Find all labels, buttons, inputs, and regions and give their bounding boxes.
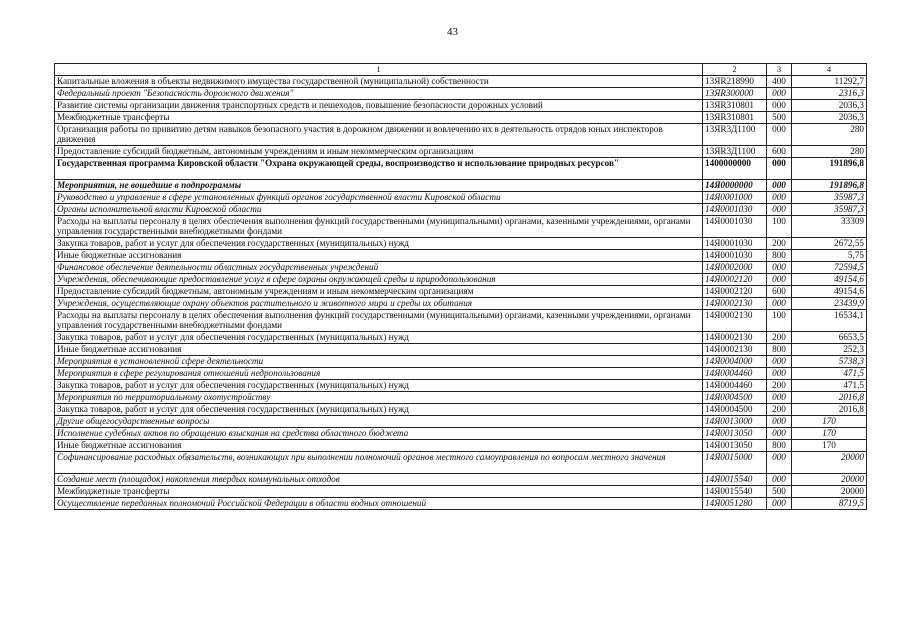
table-row	[55, 274, 867, 286]
row-code-cell: 13ЯR3Д1100	[703, 124, 767, 146]
row-amount-cell: 49154,6	[792, 286, 867, 298]
row-amount-cell: 35987,3	[792, 204, 867, 216]
table-row	[55, 428, 867, 440]
table-row	[55, 452, 867, 474]
row-code-cell: 14Я0002120	[703, 274, 767, 286]
row-amount-cell: 252,3	[792, 344, 867, 356]
table-row	[55, 498, 867, 510]
row-name-cell: Создание мест (площадок) накопления твердых коммунальных отходов	[55, 474, 703, 486]
row-code-cell: 14Я0001030	[703, 238, 767, 250]
row-amount-cell: 2316,3	[792, 88, 867, 100]
table-row	[55, 356, 867, 368]
row-code-cell: 14Я0000000	[703, 180, 767, 192]
header-cell-code: 2	[703, 64, 767, 76]
table-row	[55, 486, 867, 498]
row-name-cell: Расходы на выплаты персоналу в целях обеспечения выполнения функций государственными (муниципальными) органами, казенными учреждениями, органами управления государственными внебюджетными фондами	[55, 310, 703, 332]
row-code-cell: 13ЯR310801	[703, 100, 767, 112]
row-expense-type-cell: 000	[767, 262, 792, 274]
table-row	[55, 204, 867, 216]
row-amount-cell: 471,5	[792, 368, 867, 380]
row-code-cell: 14Я0013050	[703, 440, 767, 452]
row-expense-type-cell: 000	[767, 88, 792, 100]
row-amount-cell: 35987,3	[792, 192, 867, 204]
table-row	[55, 124, 867, 146]
row-name-cell: Иные бюджетные ассигнования	[55, 250, 703, 262]
row-name-cell: Иные бюджетные ассигнования	[55, 344, 703, 356]
row-name-cell: Мероприятия в сфере регулирования отношений недропользования	[55, 368, 703, 380]
row-code-cell: 1400000000	[703, 158, 767, 180]
table-row	[55, 76, 867, 88]
table-row	[55, 380, 867, 392]
row-amount-cell: 2672,55	[792, 238, 867, 250]
row-expense-type-cell: 200	[767, 332, 792, 344]
row-amount-cell: 5738,3	[792, 356, 867, 368]
row-code-cell: 14Я0002130	[703, 332, 767, 344]
row-expense-type-cell: 000	[767, 158, 792, 180]
row-code-cell: 14Я0051280	[703, 498, 767, 510]
row-code-cell: 13ЯR218990	[703, 76, 767, 88]
row-name-cell: Организация работы по привитию детям навыков безопасного участия в дорожном движении и вовлечению их в деятельность отрядов юных инспекторов движения	[55, 124, 703, 146]
row-amount-cell: 16534,1	[792, 310, 867, 332]
row-expense-type-cell: 200	[767, 380, 792, 392]
row-code-cell: 14Я0015540	[703, 474, 767, 486]
row-name-cell: Федеральный проект "Безопасность дорожного движения"	[55, 88, 703, 100]
row-amount-cell: 20000	[792, 486, 867, 498]
row-name-cell: Развитие системы организации движения транспортных средств и пешеходов, повышение безопасности дорожных условий	[55, 100, 703, 112]
table-row	[55, 262, 867, 274]
row-amount-cell: 191896,8	[792, 158, 867, 180]
table-row	[55, 180, 867, 192]
row-expense-type-cell: 000	[767, 428, 792, 440]
row-name-cell: Финансовое обеспечение деятельности областных государственных учреждений	[55, 262, 703, 274]
row-expense-type-cell: 000	[767, 124, 792, 146]
row-name-cell: Руководство и управление в сфере установленных функций органов государственной власти Кировской области	[55, 192, 703, 204]
row-name-cell: Межбюджетные трансферты	[55, 112, 703, 124]
table-row	[55, 192, 867, 204]
row-name-cell: Предоставление субсидий бюджетным, автономным учреждениям и иным некоммерческим организациям	[55, 286, 703, 298]
row-code-cell: 14Я0004000	[703, 356, 767, 368]
row-expense-type-cell: 200	[767, 404, 792, 416]
table-row	[55, 344, 867, 356]
table-row	[55, 332, 867, 344]
row-code-cell: 14Я0013000	[703, 416, 767, 428]
row-code-cell: 14Я0013050	[703, 428, 767, 440]
row-name-cell: Закупка товаров, работ и услуг для обеспечения государственных (муниципальных) нужд	[55, 332, 703, 344]
row-code-cell: 14Я0002130	[703, 310, 767, 332]
table-row	[55, 158, 867, 180]
row-code-cell: 14Я0001000	[703, 192, 767, 204]
header-cell-type: 3	[767, 64, 792, 76]
row-amount-cell: 280	[792, 124, 867, 146]
table-row	[55, 286, 867, 298]
table-row	[55, 216, 867, 238]
row-code-cell: 14Я0002130	[703, 298, 767, 310]
row-amount-cell: 33309	[792, 216, 867, 238]
row-name-cell: Закупка товаров, работ и услуг для обеспечения государственных (муниципальных) нужд	[55, 238, 703, 250]
header-cell-name: 1	[55, 64, 703, 76]
row-amount-cell: 471,5	[792, 380, 867, 392]
table-row	[55, 238, 867, 250]
row-expense-type-cell: 800	[767, 440, 792, 452]
row-expense-type-cell: 000	[767, 204, 792, 216]
row-code-cell: 13ЯR3Д1100	[703, 146, 767, 158]
row-amount-cell: 11292,7	[792, 76, 867, 88]
row-amount-cell: 49154,6	[792, 274, 867, 286]
row-name-cell: Государственная программа Кировской области "Охрана окружающей среды, воспроизводство и использование природных ресурсов"	[55, 158, 703, 180]
table-row	[55, 112, 867, 124]
row-name-cell: Учреждения, осуществляющие охрану объектов растительного и животного мира и среды их обитания	[55, 298, 703, 310]
row-name-cell: Иные бюджетные ассигнования	[55, 440, 703, 452]
row-expense-type-cell: 100	[767, 216, 792, 238]
table-row	[55, 88, 867, 100]
row-amount-cell: 2036,3	[792, 112, 867, 124]
row-code-cell: 14Я0001030	[703, 216, 767, 238]
row-expense-type-cell: 000	[767, 368, 792, 380]
row-code-cell: 13ЯR300000	[703, 88, 767, 100]
row-name-cell: Учреждения, обеспечивающие предоставление услуг в сфере охраны окружающей среды и природопользования	[55, 274, 703, 286]
row-name-cell: Предоставление субсидий бюджетным, автономным учреждениям и иным некоммерческим организациям	[55, 146, 703, 158]
row-amount-cell: 72594,5	[792, 262, 867, 274]
row-expense-type-cell: 000	[767, 356, 792, 368]
row-amount-cell: 2036,3	[792, 100, 867, 112]
row-name-cell: Мероприятия по территориальному охотустройству	[55, 392, 703, 404]
budget-table	[54, 63, 867, 510]
row-code-cell: 14Я0001030	[703, 204, 767, 216]
table-body	[55, 64, 867, 510]
row-code-cell: 14Я0002120	[703, 286, 767, 298]
row-expense-type-cell: 400	[767, 76, 792, 88]
row-name-cell: Мероприятия в установленной сфере деятельности	[55, 356, 703, 368]
row-expense-type-cell: 000	[767, 298, 792, 310]
row-code-cell: 14Я0015540	[703, 486, 767, 498]
row-name-cell: Осуществление переданных полномочий Российской Федерации в области водных отношений	[55, 498, 703, 510]
table-row	[55, 298, 867, 310]
table-row	[55, 146, 867, 158]
row-name-cell: Закупка товаров, работ и услуг для обеспечения государственных (муниципальных) нужд	[55, 404, 703, 416]
row-expense-type-cell: 000	[767, 100, 792, 112]
table-row	[55, 100, 867, 112]
row-name-cell: Межбюджетные трансферты	[55, 486, 703, 498]
row-amount-cell: 280	[792, 146, 867, 158]
table-row	[55, 474, 867, 486]
row-name-cell: Мероприятия, не вошедшие в подпрограммы	[55, 180, 703, 192]
row-expense-type-cell: 500	[767, 112, 792, 124]
row-name-cell: Расходы на выплаты персоналу в целях обеспечения выполнения функций государственными (муниципальными) органами, казенными учреждениями, органами управления государственными внебюджетными фондами	[55, 216, 703, 238]
row-expense-type-cell: 000	[767, 180, 792, 192]
header-cell-amount: 4	[792, 64, 867, 76]
row-amount-cell: 5,75	[792, 250, 867, 262]
row-code-cell: 14Я0004500	[703, 404, 767, 416]
row-code-cell: 14Я0004500	[703, 392, 767, 404]
row-amount-cell: 20000	[792, 452, 867, 474]
row-expense-type-cell: 800	[767, 250, 792, 262]
row-name-cell: Исполнение судебных актов по обращению взыскания на средства областного бюджета	[55, 428, 703, 440]
row-expense-type-cell: 000	[767, 452, 792, 474]
row-expense-type-cell: 000	[767, 498, 792, 510]
table-row	[55, 310, 867, 332]
row-expense-type-cell: 000	[767, 192, 792, 204]
row-name-cell: Софинансирование расходных обязательств, возникающих при выполнении полномочий органов местного самоуправления по вопросам местного значения	[55, 452, 703, 474]
table-row	[55, 368, 867, 380]
row-amount-cell: 170	[792, 440, 867, 452]
row-amount-cell: 20000	[792, 474, 867, 486]
row-expense-type-cell: 000	[767, 416, 792, 428]
row-expense-type-cell: 000	[767, 274, 792, 286]
row-code-cell: 14Я0004460	[703, 368, 767, 380]
row-expense-type-cell: 000	[767, 392, 792, 404]
table-row	[55, 392, 867, 404]
row-expense-type-cell: 600	[767, 286, 792, 298]
row-expense-type-cell: 200	[767, 238, 792, 250]
row-amount-cell: 6653,5	[792, 332, 867, 344]
row-amount-cell: 170	[792, 428, 867, 440]
row-expense-type-cell: 600	[767, 146, 792, 158]
page-number: 43	[447, 26, 458, 38]
row-amount-cell: 8719,5	[792, 498, 867, 510]
row-expense-type-cell: 100	[767, 310, 792, 332]
row-code-cell: 14Я0002130	[703, 344, 767, 356]
row-code-cell: 14Я0004460	[703, 380, 767, 392]
row-name-cell: Другие общегосударственные вопросы	[55, 416, 703, 428]
header-row	[55, 64, 867, 76]
row-name-cell: Капитальные вложения в объекты недвижимого имущества государственной (муниципальной) собственности	[55, 76, 703, 88]
row-name-cell: Закупка товаров, работ и услуг для обеспечения государственных (муниципальных) нужд	[55, 380, 703, 392]
row-name-cell: Органы исполнительной власти Кировской области	[55, 204, 703, 216]
row-amount-cell: 2016,8	[792, 404, 867, 416]
table-row	[55, 404, 867, 416]
row-expense-type-cell: 000	[767, 474, 792, 486]
row-code-cell: 14Я0015000	[703, 452, 767, 474]
row-expense-type-cell: 500	[767, 486, 792, 498]
row-expense-type-cell: 800	[767, 344, 792, 356]
row-code-cell: 13ЯR310801	[703, 112, 767, 124]
row-amount-cell: 191896,8	[792, 180, 867, 192]
row-amount-cell: 2016,8	[792, 392, 867, 404]
table-row	[55, 440, 867, 452]
row-code-cell: 14Я0001030	[703, 250, 767, 262]
table-row	[55, 250, 867, 262]
row-code-cell: 14Я0002000	[703, 262, 767, 274]
row-amount-cell: 23439,9	[792, 298, 867, 310]
row-amount-cell: 170	[792, 416, 867, 428]
table-row	[55, 416, 867, 428]
